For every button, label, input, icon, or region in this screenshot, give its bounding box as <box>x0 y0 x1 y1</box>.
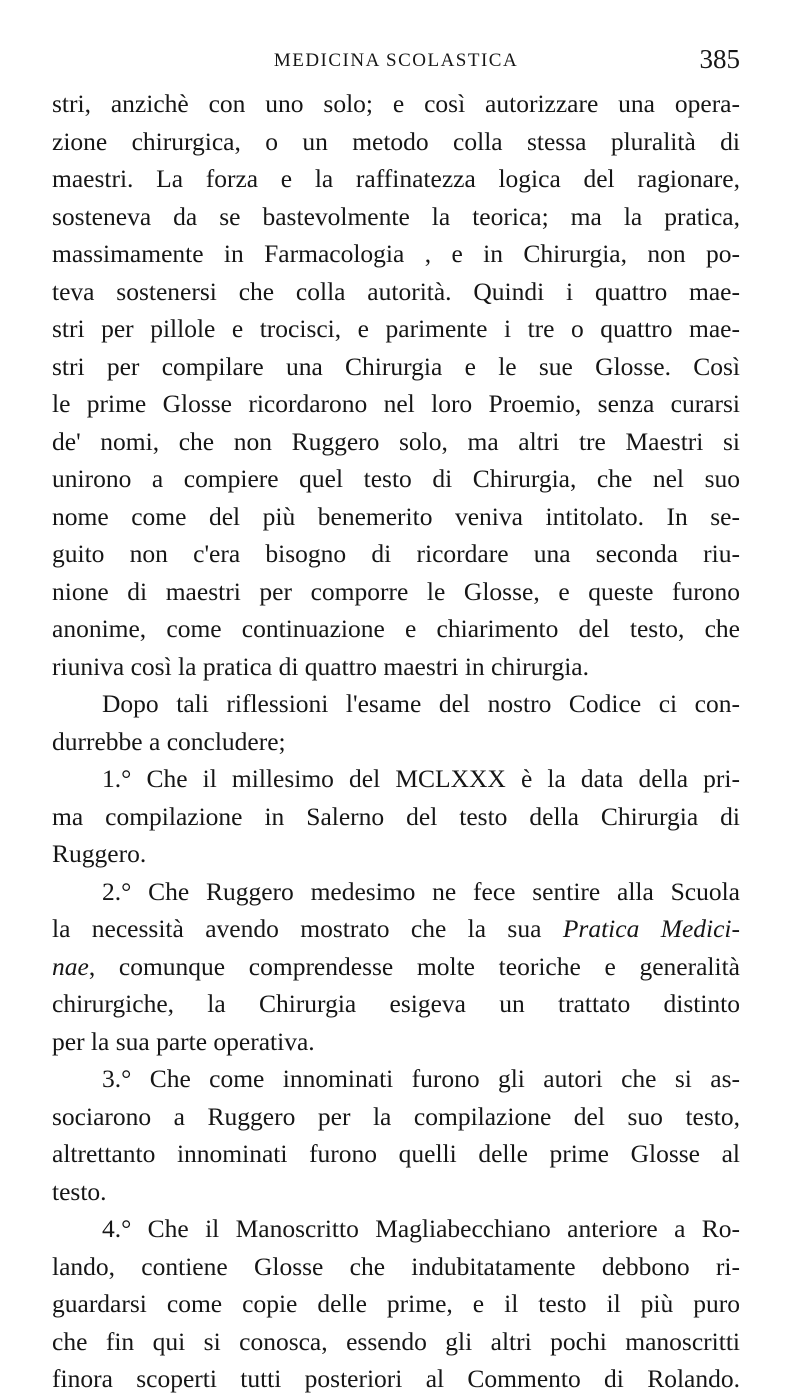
text-line: stri, anzichè con uno solo; e così autorizzare una opera- <box>52 89 740 118</box>
text-line: Ruggero. <box>52 839 147 868</box>
text-line: guito non c'era bisogno di ricordare una seconda riu- <box>52 539 740 568</box>
text-line: unirono a compiere quel testo di Chirurgia, che nel suo <box>52 464 740 493</box>
text-line <box>52 910 740 948</box>
text-line: per la sua parte operativa. <box>52 1026 315 1056</box>
running-title: MEDICINA SCOLASTICA <box>273 50 519 71</box>
text-line: sociarono a Ruggero per la compilazione del suo testo, <box>52 1101 740 1131</box>
text-line: che fin qui si conosca, essendo gli altri pochi manoscritti <box>52 1326 740 1356</box>
text-line: stri per compilare una Chirurgia e le sue Glosse. Così <box>52 351 740 381</box>
text-line: nione di maestri per comporre le Glosse, e queste furono <box>52 576 740 606</box>
text-line: teva sostenersi che colla autorità. Quindi i quattro mae- <box>52 276 740 306</box>
text-line: lando, contiene Glosse che indubitatamente debbono ri- <box>52 1251 740 1281</box>
text-line: finora scoperti tutti posteriori al Commento di Rolando. <box>52 1364 740 1393</box>
text-line: stri per pillole e trocisci, e parimente i tre o quattro mae- <box>52 314 740 343</box>
list-item-3: 3.° Che come innominati furono gli autori che si as- <box>102 1064 740 1093</box>
text-line: chirurgiche, la Chirurgia esigeva un trattato distinto <box>52 989 740 1018</box>
text-line: ma compilazione in Salerno del testo della Chirurgia di <box>52 801 740 831</box>
text-line: Dopo tali riflessioni l'esame del nostro Codice ci con- <box>102 689 740 718</box>
italic-title: Pratica Medici- <box>562 914 740 943</box>
text-line: durrebbe a concludere; <box>52 726 286 756</box>
text-line: massimamente in Farmacologia , e in Chirurgia, non po- <box>52 239 740 268</box>
body-text <box>52 85 740 1398</box>
text-line: le prime Glosse ricordarono nel loro Proemio, senza curarsi <box>52 389 740 418</box>
text-line: maestri. La forza e la raffinatezza logica del ragionare, <box>52 164 740 193</box>
italic-title: nae <box>52 951 89 981</box>
running-head <box>52 44 740 76</box>
list-item-2: 2.° Che Ruggero medesimo ne fece sentire alla Scuola <box>102 876 740 906</box>
list-item-1: 1.° Che il millesimo del MCLXXX è la data della pri- <box>102 764 740 793</box>
text-line: de' nomi, che non Ruggero solo, ma altri tre Maestri si <box>52 426 740 456</box>
text-line: nome come del più benemerito veniva intitolato. In se- <box>52 501 740 531</box>
text-line: anonime, come continuazione e chiarimento del testo, che <box>52 614 740 643</box>
text-line: riuniva così la pratica di quattro maestri in chirurgia. <box>52 651 589 681</box>
text-line: zione chirurgica, o un metodo colla stessa pluralità di <box>52 126 740 156</box>
list-item-4: 4.° Che il Manoscritto Magliabecchiano anteriore a Ro- <box>102 1214 740 1243</box>
text-line <box>52 948 740 986</box>
text-line: guardarsi come copie delle prime, e il testo il più puro <box>52 1289 740 1318</box>
text-line: testo. <box>52 1176 107 1206</box>
text-line: sosteneva da se bastevolmente la teorica; ma la pratica, <box>52 201 740 231</box>
text-segment: , comunque comprendesse molte teoriche e generalità <box>88 951 740 981</box>
text-segment: la necessità avendo mostrato che la sua <box>52 914 542 943</box>
page-number: 385 <box>699 44 740 74</box>
text-line: altrettanto innominati furono quelli delle prime Glosse al <box>52 1139 740 1168</box>
